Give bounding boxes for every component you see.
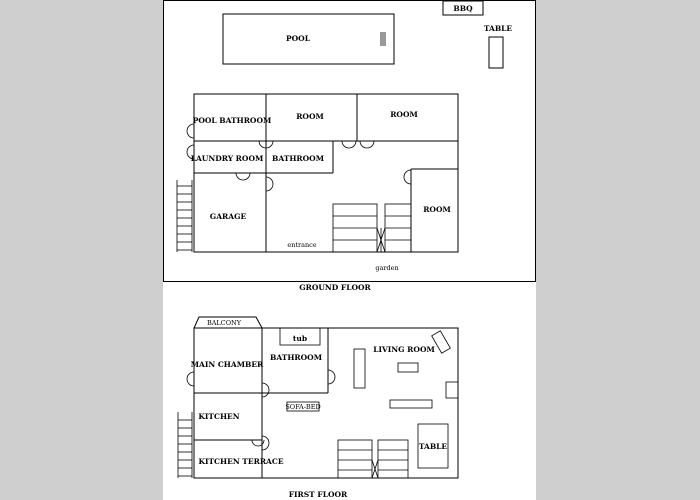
outdoor-table-label: TABLE [483, 24, 513, 33]
room-2-label: ROOM [390, 110, 418, 119]
living-room-label: LIVING ROOM [373, 345, 435, 354]
ground-bathroom-label: BATHROOM [271, 154, 325, 163]
kitchen-label: KITCHEN [198, 412, 240, 421]
main-chamber-label: MAIN CHAMBER [190, 360, 264, 369]
laundry-room-label: LAUNDRY ROOM [190, 154, 264, 163]
pool-label: POOL [286, 34, 310, 43]
ground-floor-title: GROUND FLOOR [299, 283, 371, 292]
tub-label: tub [292, 334, 308, 343]
garage-label: GARAGE [209, 212, 247, 221]
balcony-label: BALCONY [206, 319, 242, 327]
ff-bathroom-label: BATHROOM [269, 353, 323, 362]
entrance-label: entrance [287, 241, 317, 249]
first-floor-title: FIRST FLOOR [288, 490, 348, 499]
dining-table-label: TABLE [418, 442, 448, 451]
outdoor-table [489, 37, 503, 68]
sofa-bed-label: SOFA-BED [285, 403, 321, 411]
paper-background [163, 0, 536, 500]
room-3-label: ROOM [423, 205, 451, 214]
kitchen-terrace-label: KITCHEN TERRACE [198, 457, 284, 466]
garden-label: garden [375, 264, 399, 272]
pool-bathroom-label: POOL BATHROOM [192, 116, 272, 125]
room-1-label: ROOM [296, 112, 324, 121]
bbq-label: BBQ [453, 4, 473, 13]
